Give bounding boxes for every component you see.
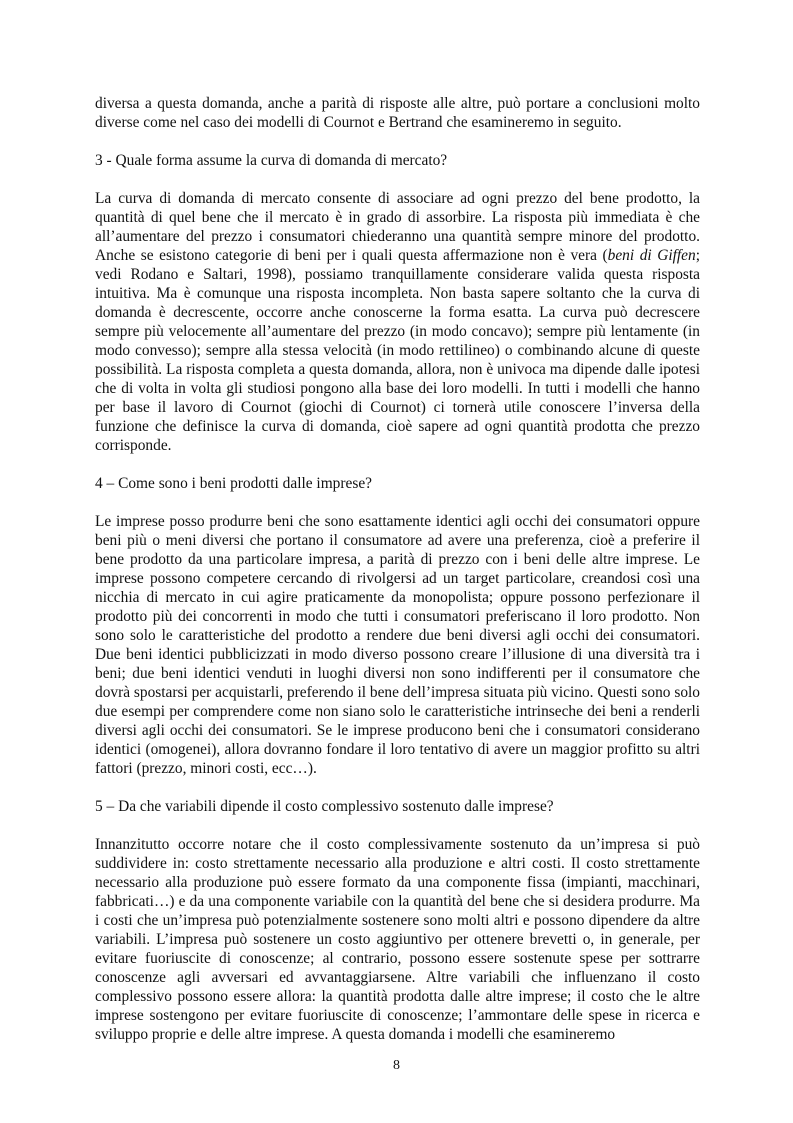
page-number: 8	[393, 1058, 400, 1073]
spacer	[95, 493, 700, 512]
paragraph-section-4: Le imprese posso produrre beni che sono esattamente identici agli occhi dei consumatori oppure beni più o meni diversi che portano il consumatore ad avere una preferenza, cioè a preferire il bene prodotto da una particolare impresa, a parità di prezzo con i beni delle altre imprese. Le imprese possono competere cercando di rivolgersi ad un target particolare, creandosi così una nicchia di mercato in cui agire praticamente da monopolista; oppure possono perfezionare il prodotto più dei concorrenti in modo che tutti i consumatori preferiscano il loro prodotto. Non sono solo le caratteristiche del prodotto a rendere due beni diversi agli occhi dei consumatori. Due beni identici pubblicizzati in modo diverso possono creare l’illusione di una diversità tra i beni; due beni identici venduti in luoghi diversi non sono indifferenti per il consumatore che dovrà spostarsi per acquistarli, preferendo il bene dell’impresa situata più vicino. Questi sono solo due esempi per comprendere come non siano solo le caratteristiche intrinseche dei beni a renderli diversi agli occhi dei consumatori. Se le imprese producono beni che i consumatori considerano identici (omogenei), allora dovranno fondare il loro tentativo di avere un maggior profitto su altri fattori (prezzo, minori costi, ecc…).	[95, 513, 700, 777]
paragraph-section-3-part-b: ; vedi Rodano e Saltari, 1998), possiamo tranquillamente considerare valida questa risposta intuitiva. Ma è comunque una risposta incompleta. Non basta sapere soltanto che la curva di domanda è decrescente, occorre anche conoscerne la forma esatta. La curva può decrescere sempre più velocemente all’aumentare del prezzo (in modo concavo); sempre più lentamente (in modo convesso); sempre alla stessa velocità (in modo rettilineo) o combinando alcune di queste possibilità. La risposta completa a questa domanda, allora, non è univoca ma dipende dalle ipotesi che di volta in volta gli studiosi pongono alla base dei loro modelli. In tutti i modelli che hanno per base il lavoro di Cournot (giochi di Cournot) ci tornerà utile conoscere l’inversa della funzione che definisce la curva di domanda, cioè sapere ad ogni quantità prodotta che prezzo corrisponde.	[95, 247, 700, 454]
spacer	[95, 778, 700, 797]
section-heading-3: 3 - Quale forma assume la curva di domanda di mercato?	[95, 152, 448, 169]
section-heading-5: 5 – Da che variabili dipende il costo complessivo sostenuto dalle imprese?	[95, 798, 554, 815]
spacer	[95, 816, 700, 835]
section-heading-4: 4 – Come sono i beni prodotti dalle imprese?	[95, 475, 372, 492]
paragraph-section-3-part-a: La curva di domanda di mercato consente di associare ad ogni prezzo del bene prodotto, la quantità di quel bene che il mercato è in grado di assorbire. La risposta più immediata è che all’aumentare del prezzo i consumatori chiederanno una quantità sempre minore del prodotto. Anche se esistono categorie di beni per i quali questa affermazione non è vera (	[95, 190, 700, 264]
spacer	[95, 170, 700, 189]
paragraph-section-5: Innanzitutto occorre notare che il costo complessivamente sostenuto da un’impresa si può suddividere in: costo strettamente necessario alla produzione e altri costi. Il costo strettamente necessario alla produzione può essere formato da una componente fissa (impianti, macchinari, fabbricati…) e da una componente variabile con la quantità del bene che si desidera produrre. Ma i costi che un’impresa può potenzialmente sostenere sono molti altri e possono dipendere da altre variabili. L’impresa può sostenere un costo aggiuntivo per ottenere brevetti o, in generale, per evitare fuoriuscite di conoscenze; al contrario, possono essere sostenute spese per sottrarre conoscenze agli avversari ed avvantaggiarsene. Altre variabili che influenzano il costo complessivo possono essere allora: la quantità prodotta dalle altre imprese; il costo che le altre imprese sostengono per evitare fuoriuscite di conoscenze; l’ammontare delle spese in ricerca e sviluppo proprie e delle altre imprese. A questa domanda i modelli che esamineremo	[95, 836, 700, 1043]
spacer	[95, 455, 700, 474]
paragraph-intro: diversa a questa domanda, anche a parità di risposte alle altre, può portare a conclusioni molto diverse come nel caso dei modelli di Cournot e Bertrand che esamineremo in seguito.	[95, 95, 700, 131]
paragraph-section-3	[95, 189, 700, 455]
italic-term-giffen: beni di Giffen	[607, 247, 696, 264]
spacer	[95, 132, 700, 151]
document-page	[95, 94, 700, 1044]
